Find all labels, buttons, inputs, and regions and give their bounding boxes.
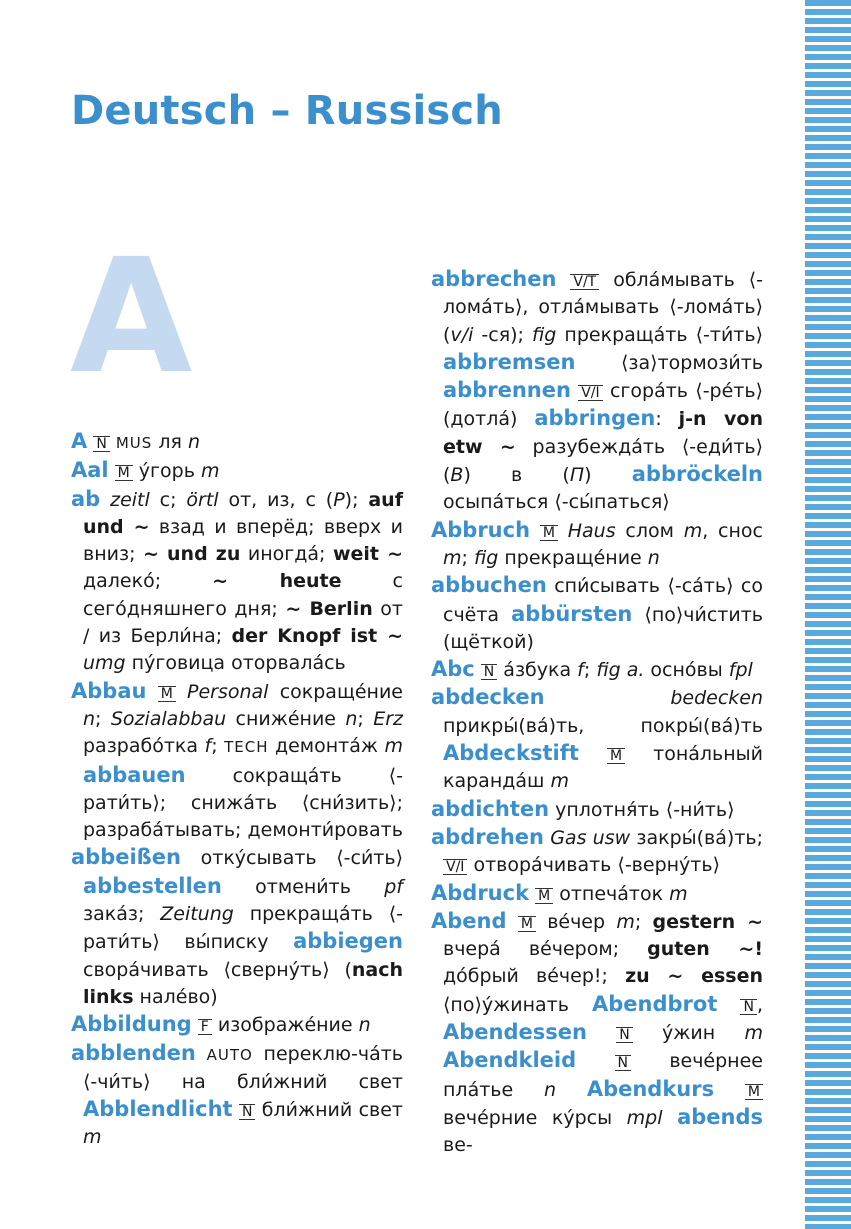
translation-text: ⟨по⟩у́жинать [443,993,592,1016]
translation-text: нале́во) [133,985,218,1008]
headword: abbürsten [511,601,633,626]
translation-text [663,1107,678,1129]
translation-text: сгора́ть ⟨-ре́ть⟩ (дотла́) [443,380,763,431]
gender-marker: M [535,888,553,904]
gender-marker: M [540,525,558,541]
dictionary-entry [71,457,403,485]
translation-text: пу́говица оторвала́сь [125,652,346,675]
translation-text: отвора́чивать ⟨-верну́ть⟩ [467,854,720,877]
gender-marker: M [115,465,133,481]
translation-text: отмени́ть [221,875,385,898]
decorative-stripes [805,0,851,1229]
italic-label: n [358,1014,371,1037]
headword: abdecken [431,685,545,710]
translation-text: ве- [443,1134,473,1157]
translation-text [176,681,187,703]
italic-label: m [550,770,569,793]
translation-text: ве́чер [535,910,617,933]
domain-label: MUS [115,434,153,452]
italic-label: n [345,707,358,730]
translation-text: вече́рние ку́рсы [443,1106,627,1129]
translation-text: далеко́; [83,570,213,593]
translation-text: осыпа́ться ⟨-сы́паться⟩ [443,491,670,514]
dictionary-entry [71,1011,403,1039]
headword: Abend [431,908,507,933]
translation-text: , [756,993,763,1016]
translation-text: прекраща́ть ⟨-ти́ть⟩ [556,323,763,346]
headword: abblenden [71,1040,196,1065]
italic-label: m [384,735,403,758]
translation-text: , снос [702,519,763,542]
bold-phrase: zu ~ essen [625,965,763,988]
italic-label: fig [473,546,499,569]
italic-label: n [543,1078,557,1101]
dictionary-entry [431,880,763,908]
gender-marker: M [158,686,176,702]
translation-text: вече́рнее пла́тье [443,1050,763,1101]
domain-label: TECH [224,738,269,757]
dictionary-entry [431,796,763,824]
headword: abbrennen [443,378,571,403]
headword: A [71,429,88,453]
translation-text [100,489,110,511]
translation-text: спи́сывать ⟨-са́ть⟩ со счёта [443,575,763,626]
dictionary-entry [431,572,763,656]
bold-phrase: ~ Berlin [285,597,373,620]
translation-text: ; [357,707,374,730]
gender-marker: F [198,1019,212,1035]
translation-text: прикры́(ва́)ть, покры́(ва́)ть [443,714,763,737]
dictionary-entry [71,486,403,678]
italic-label: П [569,464,585,487]
dictionary-column-left [71,428,403,1152]
translation-text [556,1079,587,1101]
italic-label: örtl [186,488,219,511]
translation-text: иногда́; [240,543,333,566]
headword: Abendessen [443,1020,587,1045]
translation-text: осно́вы [644,659,729,682]
translation-text [545,687,671,709]
translation-text: обла́мывать ⟨-лома́ть⟩, отла́мывать ⟨-лома́ть⟩ ( [443,269,763,346]
bold-phrase: der Knopf ist ~ [231,625,403,648]
headword: abbuchen [431,573,547,598]
gender-marker: N [615,1055,631,1071]
translation-text: отпеча́ток [553,882,670,905]
bold-phrase: weit ~ [332,543,404,566]
translation-text: с; [149,488,187,511]
bold-phrase: auf und ~ [83,488,403,538]
translation-text: закры́(ва́)ть; [630,826,763,849]
headword: abends [677,1104,763,1129]
headword: Abendkleid [443,1048,577,1073]
gender-marker: N [239,1104,255,1120]
italic-label: Haus [567,519,616,542]
translation-text: до́брый ве́чер!; [443,965,626,988]
headword: Abendbrot [592,991,718,1016]
bold-phrase: nach links [83,958,403,1008]
italic-label: B [450,464,464,487]
gender-marker: N [740,999,756,1015]
italic-label: m [669,882,688,905]
section-letter: A [70,225,193,409]
headword: abbauen [83,762,186,787]
translation-text: уплотня́ть ⟨-ни́ть⟩ [549,798,735,821]
italic-label: Zeitung [160,903,234,926]
italic-label: Erz [373,707,403,730]
italic-label: mpl [626,1106,663,1129]
page-title: Deutsch – Russisch [71,88,503,134]
dictionary-entry [431,517,763,573]
gender-marker: M [745,1084,763,1100]
italic-label: f [577,659,584,682]
dictionary-entry [431,656,763,684]
translation-text: ; [634,910,653,933]
translation-text: : [655,408,679,431]
bold-phrase: ~ und zu [143,543,241,566]
italic-label: m [683,519,703,542]
translation-text: ) в ( [463,464,570,487]
italic-label: bedecken [670,687,763,710]
dictionary-entry [71,1040,403,1152]
gender-marker: V/T [570,274,599,290]
translation-text: ) [584,464,632,487]
italic-label: m [83,1126,102,1149]
translation-text: ); [344,488,369,511]
italic-label: Sozialabbau [110,707,227,730]
gender-marker: M [607,748,625,764]
italic-label: v/i [450,323,474,346]
italic-label: n [647,546,660,569]
dictionary-column-right [431,266,763,1160]
translation-text: ; [583,659,597,682]
translation-text: прекраща́ть ⟨-рати́ть⟩ вы́писку [83,903,403,954]
translation-text: ; [211,735,225,758]
dictionary-entry [71,844,403,1011]
italic-label: n [187,431,200,453]
bold-phrase: guten ~! [647,938,763,961]
italic-label: n [83,707,96,730]
translation-text: с сего́дняшнего дня; [83,570,403,620]
dictionary-entry [431,684,763,795]
italic-label: m [443,546,462,569]
italic-label: pf [384,875,403,898]
translation-text: переклю-ча́ть ⟨-чи́ть⟩ на бли́жний свет [83,1042,403,1093]
italic-label: umg [83,652,126,675]
translation-text: ; [461,546,474,569]
headword: abbröckeln [631,462,763,487]
translation-text: тона́льный каранда́ш [443,743,763,793]
dictionary-entry [431,824,763,880]
headword: Abdeckstift [443,741,579,766]
italic-label: Gas usw [550,826,631,849]
translation-text: ⟨за⟩тормози́ть [575,351,763,374]
headword: Abendkurs [586,1076,715,1101]
headword: abbestellen [83,873,222,898]
headword: Abblendlicht [83,1097,233,1122]
dictionary-entry [431,266,763,517]
translation-text: зака́з; [83,903,161,926]
bold-phrase: j-n von etw ~ [443,408,763,458]
headword: Abbau [71,678,147,703]
gender-marker: N [481,664,497,680]
headword: abbeißen [71,845,181,870]
italic-label: m [744,1022,763,1045]
headword: Abc [431,657,475,682]
headword: abbremsen [443,349,576,374]
translation-text: вчера́ ве́чером; [443,938,648,961]
translation-text: отку́сывать ⟨-си́ть⟩ [180,847,403,870]
dictionary-entry [71,678,403,845]
headword: abbringen [534,406,656,431]
translation-text: от / из Берли́на; [83,597,403,648]
italic-label: f [204,735,212,758]
translation-text: ⟨по⟩чи́стить (щёткой) [443,603,763,653]
translation-text: -ся); [473,323,533,346]
headword: abdrehen [431,824,544,849]
gender-marker: M [518,916,536,932]
translation-text: демонта́ж [268,735,385,758]
translation-text [558,520,568,542]
italic-label: fpl [728,659,753,682]
headword: Abdruck [431,880,530,905]
translation-text: у́жин [632,1022,745,1045]
translation-text [196,1043,207,1065]
headword: abbrechen [431,267,557,291]
gender-marker: V/I [443,859,467,875]
translation-text: слом [615,519,684,542]
translation-text: от, из, с ( [218,488,334,511]
headword: Aal [71,458,109,483]
headword: Abbruch [431,517,531,542]
italic-label: Personal [187,680,269,703]
translation-text: у́горь [132,460,201,483]
gender-marker: N [616,1027,632,1043]
translation-text: взад и вперёд; вверх и вниз; [83,515,403,566]
italic-label: fig [532,323,557,346]
dictionary-entry [71,428,403,457]
bold-phrase: ~ heute [212,570,342,593]
translation-text: ля [152,431,188,453]
headword: abdichten [431,796,550,821]
translation-text: разубежда́ть ⟨-еди́ть⟩ ( [443,435,763,487]
headword: Abbildung [71,1012,192,1037]
translation-text: а́збука [497,659,578,682]
italic-label: zeitl [110,488,150,511]
bold-phrase: gestern ~ [652,910,763,933]
italic-label: m [616,910,635,933]
translation-text: ; [95,707,111,730]
italic-label: m [200,460,220,483]
domain-label: AUTO [206,1045,253,1064]
gender-marker: V/I [578,385,602,401]
translation-text: свора́чивать ⟨сверну́ть⟩ ( [83,958,352,981]
translation-text: сокраща́ть ⟨-рати́ть⟩; снижа́ть ⟨сни́зить⟩; разраба́тывать; демонти́ровать [83,764,403,842]
italic-label: P [333,488,345,511]
translation-text: прекраще́ние [498,546,648,569]
translation-text: сниже́ние [226,707,346,730]
headword: ab [71,486,101,511]
dictionary-entry [431,908,763,1160]
headword: abbiegen [293,929,403,954]
translation-text: бли́жний свет [255,1099,403,1122]
translation-text: сокраще́ние [268,680,403,703]
italic-label: fig a. [596,659,645,682]
translation-text: изображе́ние [211,1014,359,1037]
translation-text: разрабо́тка [83,735,205,758]
gender-marker: N [93,436,109,452]
